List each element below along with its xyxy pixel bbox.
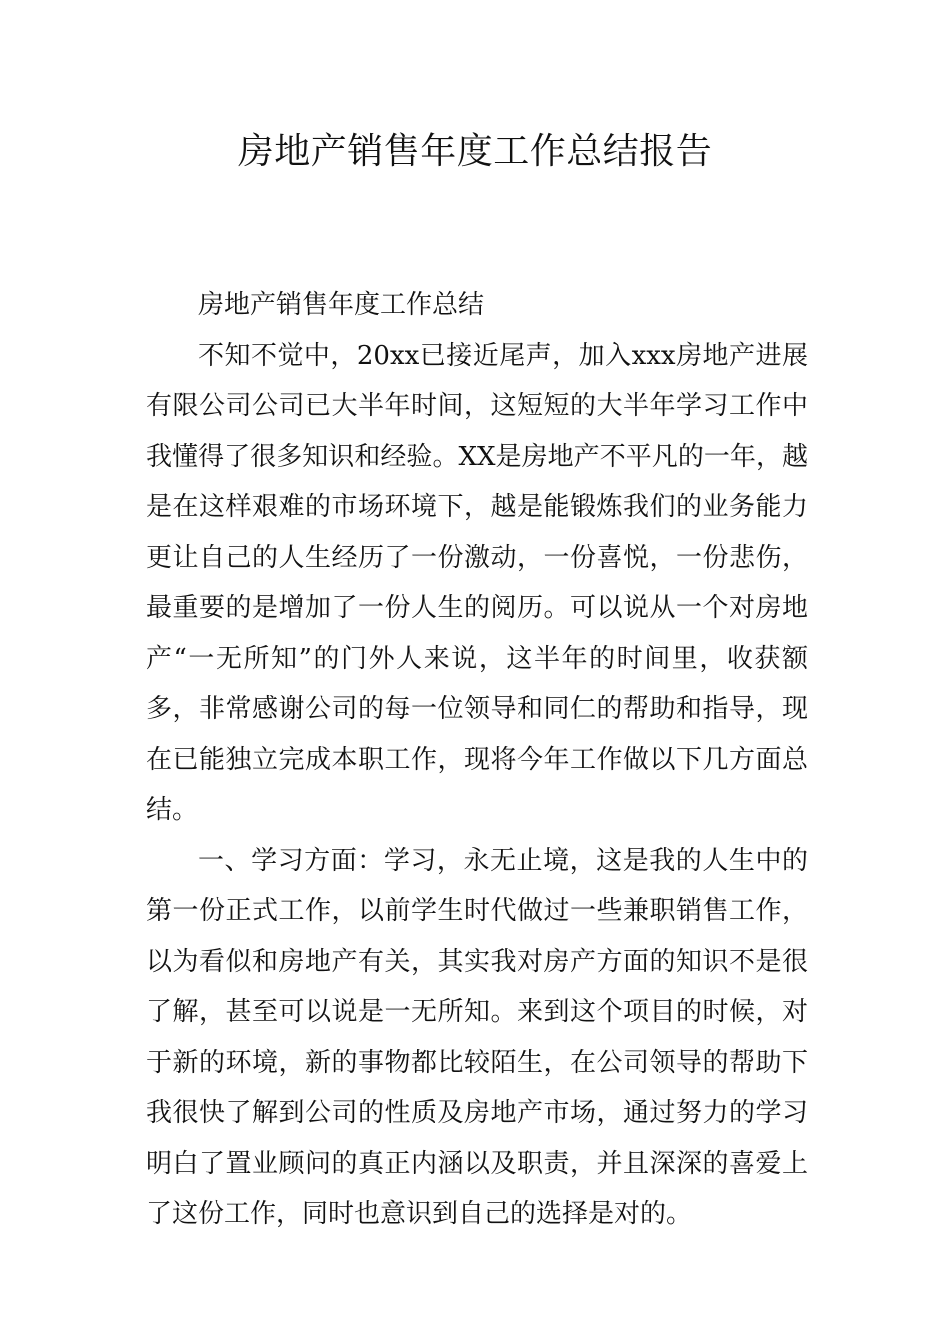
paragraph-study: 一、学习方面：学习，永无止境，这是我的人生中的第一份正式工作，以前学生时代做过一些兼职销售工作，以为看似和房地产有关，其实我对房产方面的知识不是很了解，甚至可以说是一无所知。来到这个项目的时候，对于新的环境，新的事物都比较陌生，在公司领导的帮助下我很快了解到公司的性质及房地产市场，通过努力的学习明白了置业顾问的真正内涵以及职责，并且深深的喜爱上了这份工作，同时也意识到自己的选择是对的。 [146,845,808,1229]
document-body [146,280,808,1240]
paragraph-subtitle: 房地产销售年度工作总结 [198,290,485,320]
paragraph-intro: 不知不觉中，20xx已接近尾声，加入xxx房地产进展有限公司公司已大半年时间，这短短的大半年学习工作中我懂得了很多知识和经验。XX是房地产不平凡的一年，越是在这样艰难的市场环境下，越是能锻炼我们的业务能力更让自己的人生经历了一份激动，一份喜悦，一份悲伤，最重要的是增加了一份人生的阅历。可以说从一个对房地产“一无所知”的门外人来说，这半年的时间里，收获额多，非常感谢公司的每一位领导和同仁的帮助和指导，现在已能独立完成本职工作，现将今年工作做以下几方面总结。 [146,340,808,825]
document-title: 房地产销售年度工作总结报告 [237,131,713,172]
